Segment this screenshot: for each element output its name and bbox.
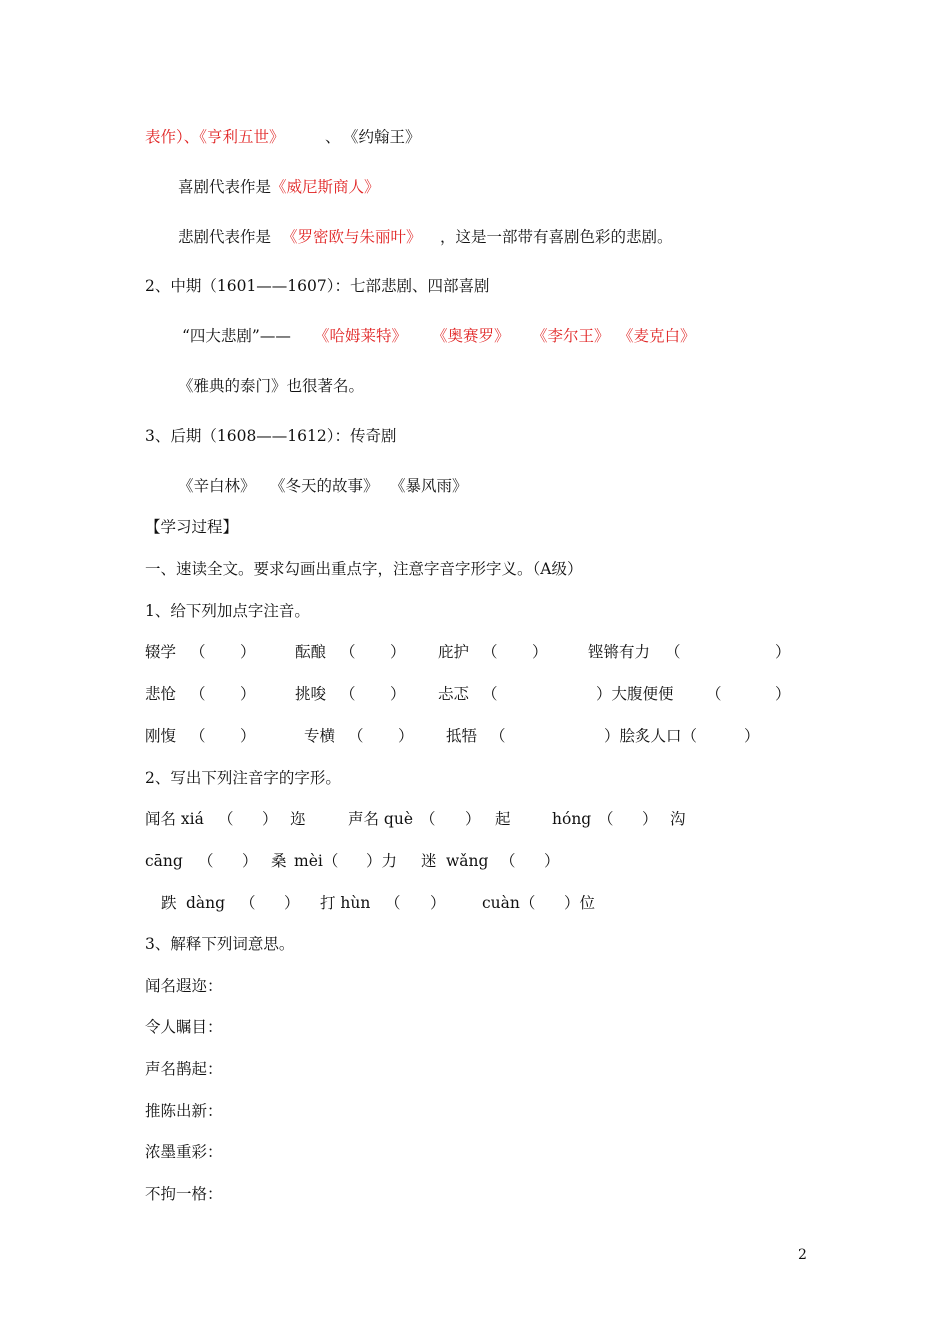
comedy-work: 《威尼斯商人》 bbox=[271, 178, 380, 196]
q2-paren-close: ） bbox=[262, 810, 278, 828]
work-macbeth: 《麦克白》 bbox=[618, 327, 696, 345]
q2-char: 桑 bbox=[271, 852, 287, 870]
q2-pinyin: 声名 què bbox=[348, 810, 414, 828]
task-1: 一、速读全文。要求勾画出重点字，注意字音字形字义。（A级） bbox=[145, 560, 583, 578]
work-henry-v: 表作）、《亨利五世》 bbox=[145, 128, 285, 146]
q2-pinyin: 闻名 xiá bbox=[145, 810, 204, 828]
q2-char: 迩 bbox=[290, 810, 306, 828]
work-king-lear: 《李尔王》 bbox=[532, 327, 610, 345]
q2-pinyin: cāng bbox=[145, 852, 183, 870]
q1-paren-open: （ bbox=[348, 727, 364, 745]
q1-paren-close: ） bbox=[390, 643, 406, 661]
q1-paren-close: ） bbox=[744, 727, 760, 745]
q1-paren-open: （ bbox=[340, 685, 356, 703]
q2-char: 沟 bbox=[670, 810, 686, 828]
q2-char: 跌 bbox=[161, 894, 177, 912]
q1-paren-close: ） bbox=[390, 685, 406, 703]
mid-period-line: 2、中期（1601——1607）：七部悲剧、四部喜剧 bbox=[145, 277, 490, 295]
q2-pinyin: hóng bbox=[552, 810, 592, 828]
q1-paren-close: ） bbox=[775, 685, 791, 703]
q3-item: 闻名遐迩： bbox=[145, 977, 223, 995]
q1-word: 挑唆 bbox=[295, 685, 327, 703]
q1-word: 酝酿 bbox=[295, 643, 327, 661]
q2-paren-close: ） bbox=[430, 894, 446, 912]
q1-paren-word: ）脍炙人口（ bbox=[604, 727, 698, 745]
q1-paren-open: （ bbox=[340, 643, 356, 661]
q2-paren-open: （ bbox=[198, 852, 214, 870]
q2-paren-open: （ bbox=[385, 894, 401, 912]
q3-item: 声名鹊起： bbox=[145, 1060, 223, 1078]
work-winters-tale: 《冬天的故事》 bbox=[270, 477, 379, 495]
q1-paren-word: ）大腹便便 bbox=[596, 685, 674, 703]
q1-paren-open: （ bbox=[706, 685, 722, 703]
timon-line: 《雅典的泰门》也很著名。 bbox=[178, 377, 365, 395]
q2-paren-open: （ bbox=[500, 852, 516, 870]
q1-word: 刚愎 bbox=[145, 727, 177, 745]
tragedy-work: 《罗密欧与朱丽叶》 bbox=[282, 228, 422, 246]
q3-item: 令人瞩目： bbox=[145, 1018, 223, 1036]
work-cymbeline: 《辛白林》 bbox=[178, 477, 256, 495]
q2-paren-close: ） bbox=[544, 852, 560, 870]
q3-title: 3、解释下列词意思。 bbox=[145, 935, 295, 953]
tragedy-prefix: 悲剧代表作是 bbox=[178, 228, 272, 246]
comedy-line bbox=[178, 177, 380, 197]
q2-paren-open: （ bbox=[240, 894, 256, 912]
q1-paren-close: ） bbox=[532, 643, 548, 661]
q1-word: 悲怆 bbox=[145, 685, 177, 703]
q2-char: 迷 bbox=[421, 852, 437, 870]
four-tragedies-prefix: “四大悲剧”—— bbox=[182, 327, 291, 345]
q1-paren-open: （ bbox=[665, 643, 681, 661]
q1-paren-close: ） bbox=[775, 643, 791, 661]
section-heading: 【学习过程】 bbox=[145, 518, 239, 536]
q1-paren-close: ） bbox=[398, 727, 414, 745]
q3-item: 推陈出新： bbox=[145, 1102, 223, 1120]
q1-word: 专横 bbox=[304, 727, 336, 745]
q1-paren-open: （ bbox=[190, 685, 206, 703]
q2-pinyin: mèi（ bbox=[294, 852, 339, 870]
q1-word: 忐忑 bbox=[438, 685, 470, 703]
q2-paren-close: ） bbox=[284, 894, 300, 912]
q1-paren-close: ） bbox=[240, 685, 256, 703]
work-hamlet: 《哈姆莱特》 bbox=[314, 327, 408, 345]
q2-paren-close: ） bbox=[242, 852, 258, 870]
q1-paren-open: （ bbox=[490, 727, 506, 745]
q1-word: 抵牾 bbox=[446, 727, 478, 745]
q2-paren-open: （ bbox=[218, 810, 234, 828]
q2-paren-close: ） bbox=[465, 810, 481, 828]
q1-paren-close: ） bbox=[240, 643, 256, 661]
q2-pinyin: cuàn（ bbox=[482, 894, 536, 912]
late-period-line: 3、后期（1608——1612）：传奇剧 bbox=[145, 427, 397, 445]
work-tempest: 《暴风雨》 bbox=[390, 477, 468, 495]
q2-paren-close-char: ）位 bbox=[564, 894, 596, 912]
q1-paren-open: （ bbox=[190, 727, 206, 745]
work-othello: 《奥赛罗》 bbox=[432, 327, 510, 345]
separator: 、 bbox=[325, 128, 341, 146]
q1-word: 辍学 bbox=[145, 643, 177, 661]
q2-char: 起 bbox=[495, 810, 511, 828]
q1-word: 庇护 bbox=[438, 643, 470, 661]
q2-title: 2、写出下列注音字的字形。 bbox=[145, 769, 341, 787]
q1-paren-close: ） bbox=[240, 727, 256, 745]
q1-paren-open: （ bbox=[482, 685, 498, 703]
q2-paren-close: ） bbox=[642, 810, 658, 828]
q2-pinyin: 打 hùn bbox=[320, 894, 371, 912]
q2-paren-open: （ bbox=[420, 810, 436, 828]
work-king-john: 《约翰王》 bbox=[343, 128, 421, 146]
q2-pinyin: dàng bbox=[186, 894, 226, 912]
q2-paren-open: （ bbox=[598, 810, 614, 828]
q1-title: 1、给下列加点字注音。 bbox=[145, 602, 310, 620]
q1-paren-open: （ bbox=[190, 643, 206, 661]
q3-item: 不拘一格： bbox=[145, 1185, 223, 1203]
tragedy-suffix: ，这是一部带有喜剧色彩的悲剧。 bbox=[440, 228, 673, 246]
comedy-prefix: 喜剧代表作是 bbox=[178, 178, 272, 196]
page-number: 2 bbox=[798, 1247, 807, 1263]
q1-paren-open: （ bbox=[482, 643, 498, 661]
q1-word: 铿锵有力 bbox=[588, 643, 651, 661]
q3-item: 浓墨重彩： bbox=[145, 1143, 223, 1161]
q2-paren-close-char: ）力 bbox=[366, 852, 398, 870]
q2-pinyin: wǎng bbox=[446, 852, 489, 870]
